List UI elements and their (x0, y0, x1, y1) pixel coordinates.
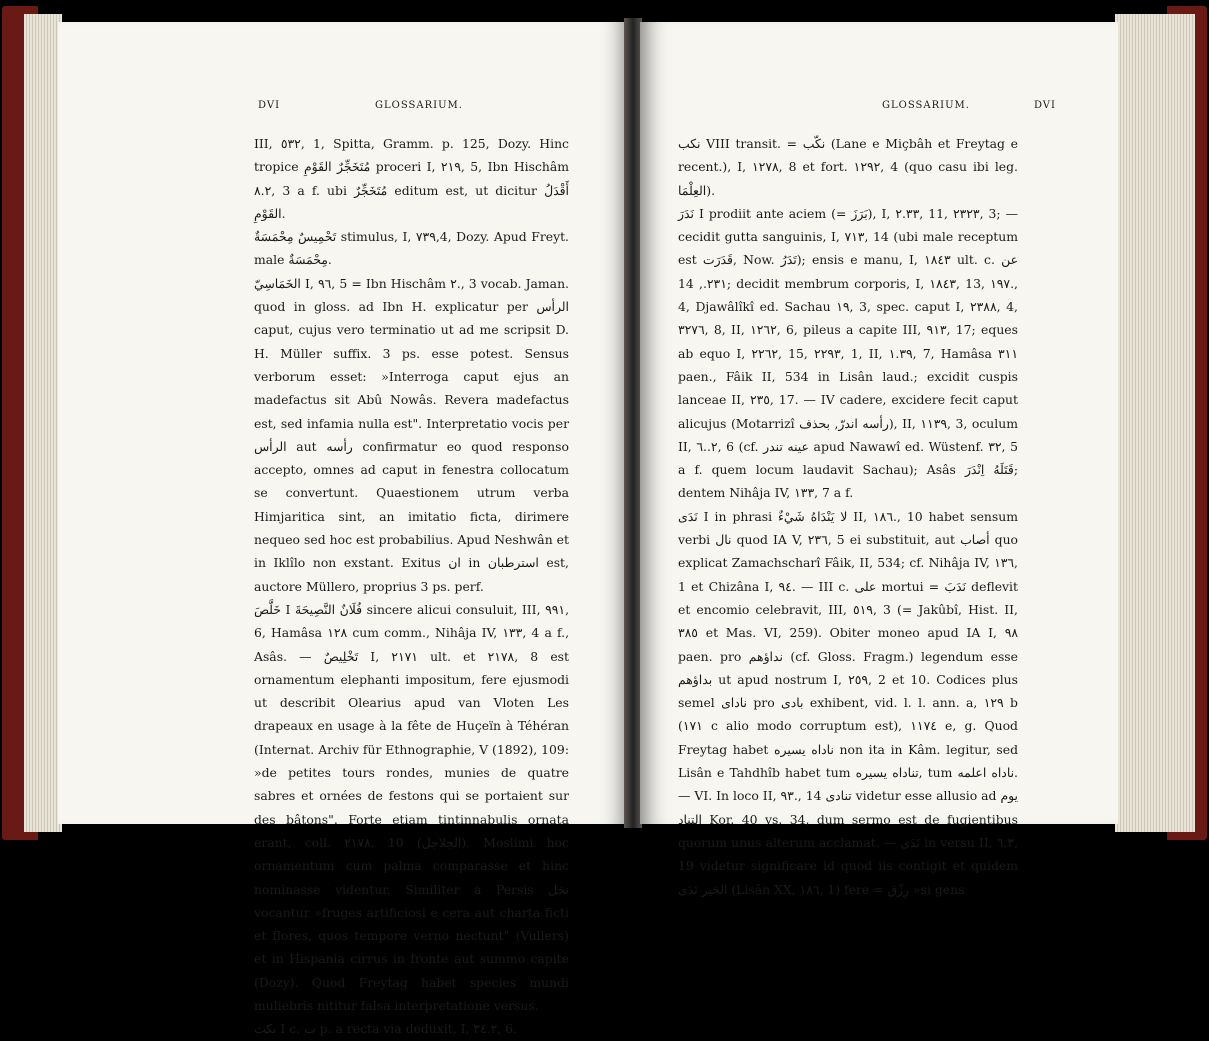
left-page (58, 22, 626, 1037)
right-page-header (818, 100, 1056, 111)
text-paragraph: تَحْمِيسٌ مِحْمَسَةٌ stimulus, I, ٧٣٩,4, Dozy. Apud Freyt. male مِحْمَسَةٌ. (254, 229, 569, 268)
left-page-text (254, 132, 569, 1041)
right-page-edges (1115, 14, 1195, 832)
text-paragraph: نكث I c. ب p. a recta via deduxit, I, ٣٤.٢, 6. (254, 1021, 517, 1037)
left-page-header (258, 100, 558, 111)
text-paragraph: نكب VIII transit. = نكّب (Lane e Miçbâh et Freytag e recent.), I, ١٢٧٨, 8 et fort. ١٢٩٢, 4 (quo casu ibi leg. العِلْمَا). (678, 136, 1018, 198)
page-number: DVI (258, 100, 281, 111)
text-paragraph: خَلَّصَ I فُلَانٌ النَّصِيحَةَ sincere alicui consuluit, III, ٩٩١, 6, Hamâsa ١٢٨ cum comm., Nihâja IV, ١٣٣, 4 a f., Asâs. — تَخْلِيصٌ I, ٢١٧١ ult. et ٢١٧٨, 8 est ornamentum elephanti impositum, fere ejusmodi ut describit Olearius apud van Vloten Les drapeaux en usage à la fête de Huçeïn à Téhéran (Internat. Archiv für Ethnographie, V (1892), 109: »de petites tours rondes, munies de quatre sabres et ornées de festons qui se portaient sur des bâtons". Forte etiam tintinnabulis ornata erant, coll. ٢١٧٨, 10 (الجلاجل). Moslimi hoc ornamentum cum palma comparasse et hinc nominasse videntur. Similiter a Persis نخل vocantur »fruges artificiosi e cera aut charta ficti et flores, quos tempore verno nectunt" (Vullers) et in Hispania cirrus in fronte aut summo capite (Dozy). Quod Freytag habet species mundi muliebris nititur falsa interpretatione versus. (254, 601, 570, 1013)
text-paragraph: III, ٥٣٢, 1, Spitta, Gramm. p. 125, Dozy. Hinc tropice مُتَخَجِّرٌ القَوْمِ proceri I, ٢١٩, 5, Ibn Hischâm ٨.٢, 3 a f. ubi مُتَخَجِّرٌ editum est, ut dicitur أَقْدَلُ القَوْمِ. (254, 136, 570, 221)
right-page-text (678, 132, 1018, 901)
right-page (640, 22, 1118, 897)
page-number: DVI (1033, 100, 1056, 111)
running-title: GLOSSARIUM. (882, 100, 970, 111)
left-page-edges (24, 14, 62, 832)
text-paragraph: نَدَى I in phrasi لا يَنْدَاهُ شَيْءٌ II, ١٨٦., 10 habet sensum verbi نال quod IA V, ٢٣٦, 5 ei substituit, aut أصاب quo explicat Zamachscharî Fâik, II, 534; cf. Nihâja IV, ١٣٦, 1 et Chizâna I, ٩٤. — III c. على mortui = نَدَبَ deflevit et encomio celebravit, III, ٥١٩, 3 (= Jakûbî, Hist. II, ٣٨٥ et Mas. VI, 259). Obiter moneo apud IA I, ٩٨ paen. pro نداؤهم (cf. Gloss. Fragm.) legendum esse بداؤهم ut apud nostrum I, ٢٥٩, 2 et 10. Codices plus semel ناداى pro بادى exhibent, vid. l. l. ann. a, ١٢٩ b (١٧١ c alio modo corruptum est), ١١٧٤ e, g. Quod Freytag habet ناداه يسيره non ita in Kâm. legitur, sed Lisân e Tahdhîb habet tum تناداه يسيره, tum ناداه اعلمه. — VI. In loco II, ٩٣., 14 تنادى videtur esse allusio ad يوم التناد Kor. 40 vs. 34, dum sermo est de fugientibus quorum unus alterum acclamat. — نَدَى in versu II, ٦.٣, 19 videtur significare id quod iis contigit et quidem الخير نَدَى (Lisân XX, ١٨٦, 1) fere = رِزْق »si gens (678, 508, 1019, 897)
text-paragraph: الخَمَاسِيّ I, ٩٦, 5 = Ibn Hischâm ٢., 3 vocab. Jaman. quod in gloss. ad Ibn H. explicatur per الرأس caput, cujus vero terminatio ut ad me scripsit D. H. Müller suffix. 3 ps. esse potest. Sensus verborum esset: »Interroga caput ejus an madefactus sit Abû Nowâs. Revera madefactus est, sed infamia nulla est". Interpretatio vocis per الرأس aut رأسه confirmatur eo quod responso accepto, omnes ad caput in fenestra collocatum se convertunt. Quaestionem utrum verba Himjaritica sint, an imitatio ficta, dirimere nequeo sed hoc est probabilius. Apud Neshwân et in Iklîlo non exstant. Exitus ان in استرطبان est, auctore Müllero, proprius 3 ps. perf. (254, 275, 569, 594)
running-title: GLOSSARIUM. (375, 100, 463, 111)
text-paragraph: نَدَرَ I prodiit ante aciem (= بَرَزَ), I, ٢.٣٣, 11, ٢٣٢٣, 3; — cecidit gutta sanguinis, I, ٧١٣, 14 (ubi male receptum est قَدَرَت, Now. تَدَرُ); ensis e manu, I, ١٨٤٣ ult. c. عن ٢٣١., 14; decidit membrum corporis, I, ١٨٤٣, 13, ١٩٧., 4, Djawâlîkî ed. Sachau ١٩, 3, spec. caput I, ٢٣٨٨, 4, ٣٢٧٦, 8, II, ١٢٦٢, 6, pileus a capite III, ٩١٣, 17; eques ab equo I, ٢٢٦٢, 15, ٢٢٩٣, 1, II, ١.٣٩, 7, Hamâsa ٣١١ paen., Fâik II, 534 in Lisân laud.; excidit cuspis lanceae II, ٢٣٥, 17. — IV cadere, excidere fecit caput alicujus (Motarrizî رأسه اندرّ, بحذف), II, ١١٣٩, 3, oculum II, ٢..٦, 6 (cf. عينه تندر apud Nawawî ed. Wüstenf. ٣٢, 5 a f. quem locum laudavit Sachau); Asâs قَتَلَهُ اِنْدَرَ; dentem Nihâja IV, ١٣٣, 7 a f. (678, 205, 1018, 501)
